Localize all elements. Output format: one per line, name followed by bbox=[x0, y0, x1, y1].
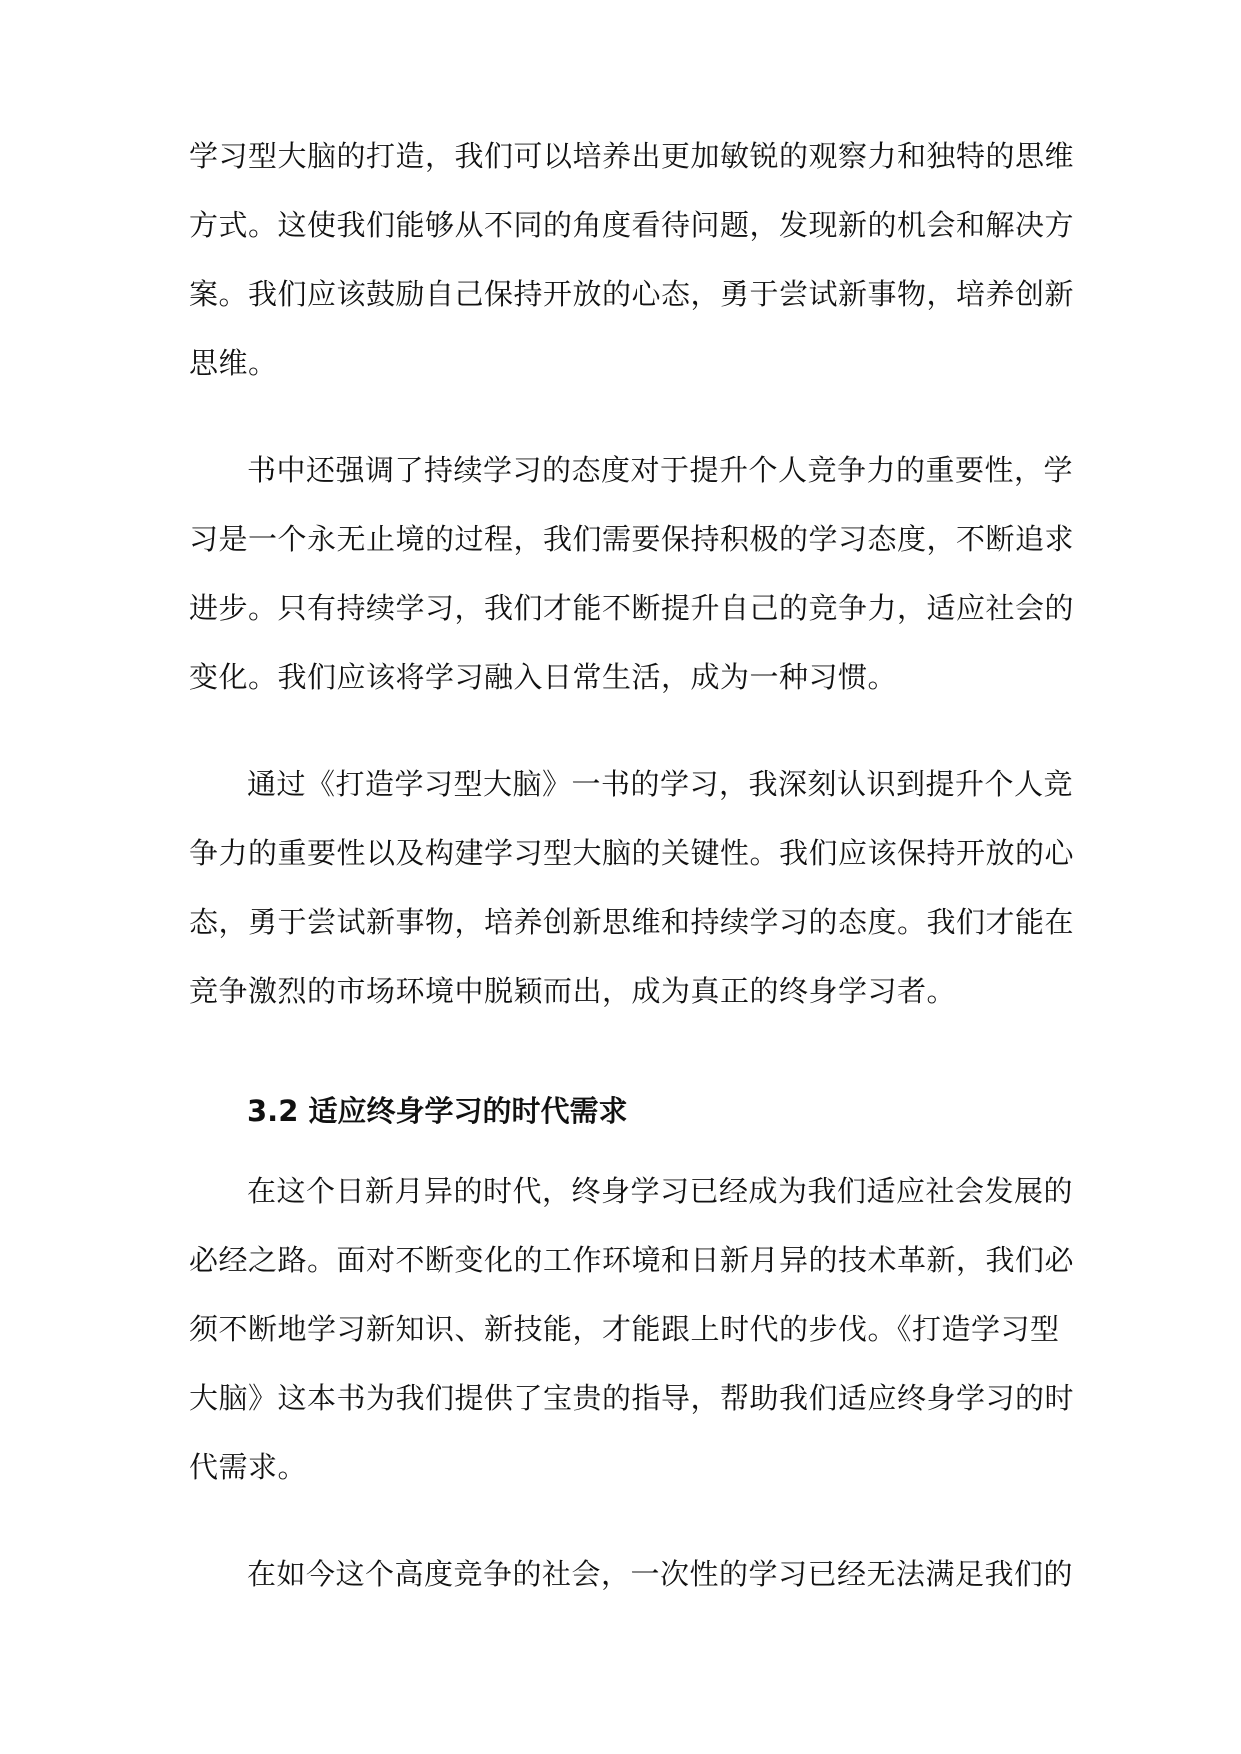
paragraph-3-line-1: 通过《打造学习型大脑》一书的学习，我深刻认识到提升个人竞 bbox=[247, 767, 1074, 801]
paragraph-1-line-3: 案。我们应该鼓励自己保持开放的心态，勇于尝试新事物，培养创新 bbox=[189, 277, 1075, 311]
paragraph-4-line-4: 大脑》这本书为我们提供了宝贵的指导，帮助我们适应终身学习的时 bbox=[189, 1381, 1075, 1415]
paragraph-3-line-2: 争力的重要性以及构建学习型大脑的关键性。我们应该保持开放的心 bbox=[189, 836, 1075, 870]
section-heading: 3.2 适应终身学习的时代需求 bbox=[247, 1094, 628, 1128]
paragraph-5-line-1: 在如今这个高度竞争的社会，一次性的学习已经无法满足我们的 bbox=[247, 1557, 1074, 1591]
paragraph-1-line-1: 学习型大脑的打造，我们可以培养出更加敏锐的观察力和独特的思维 bbox=[189, 139, 1075, 173]
paragraph-3-line-4: 竞争激烈的市场环境中脱颖而出，成为真正的终身学习者。 bbox=[189, 974, 957, 1008]
paragraph-2-line-3: 进步。只有持续学习，我们才能不断提升自己的竞争力，适应社会的 bbox=[189, 591, 1075, 625]
paragraph-1-line-4: 思维。 bbox=[189, 346, 278, 380]
paragraph-2-line-2: 习是一个永无止境的过程，我们需要保持积极的学习态度，不断追求 bbox=[189, 522, 1075, 556]
paragraph-1-line-2: 方式。这使我们能够从不同的角度看待问题，发现新的机会和解决方 bbox=[189, 208, 1075, 242]
paragraph-2-line-1: 书中还强调了持续学习的态度对于提升个人竞争力的重要性，学 bbox=[247, 453, 1074, 487]
paragraph-4-line-2: 必经之路。面对不断变化的工作环境和日新月异的技术革新，我们必 bbox=[189, 1243, 1075, 1277]
paragraph-4-line-3: 须不断地学习新知识、新技能，才能跟上时代的步伐。《打造学习型 bbox=[189, 1312, 1060, 1346]
paragraph-2-line-4: 变化。我们应该将学习融入日常生活，成为一种习惯。 bbox=[189, 660, 898, 694]
paragraph-4-line-5: 代需求。 bbox=[189, 1450, 308, 1484]
paragraph-4-line-1: 在这个日新月异的时代，终身学习已经成为我们适应社会发展的 bbox=[247, 1174, 1074, 1208]
paragraph-3-line-3: 态，勇于尝试新事物，培养创新思维和持续学习的态度。我们才能在 bbox=[189, 905, 1075, 939]
